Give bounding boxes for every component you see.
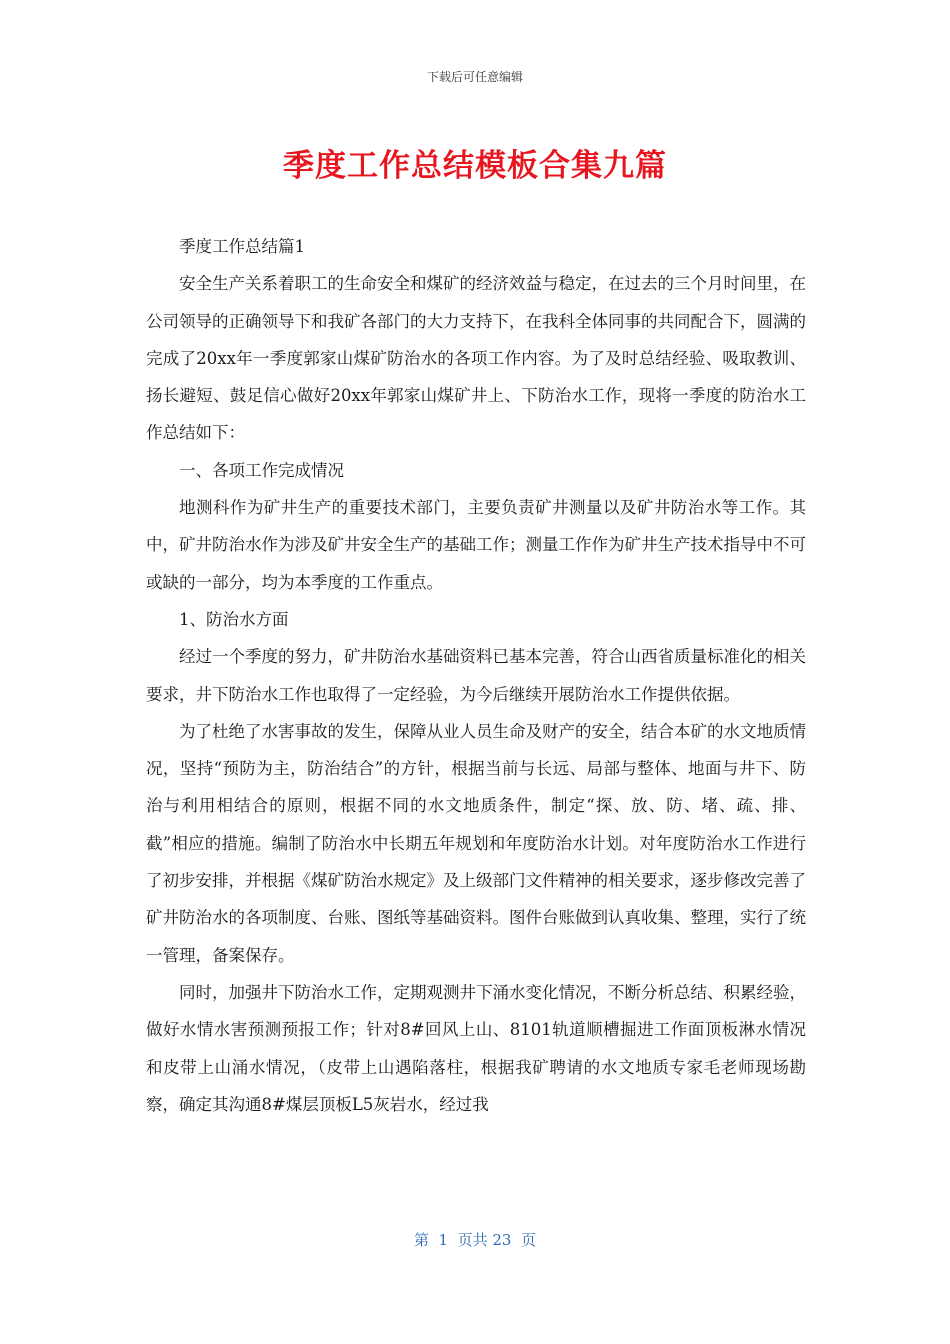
paragraph: 同时，加强井下防治水工作，定期观测井下涌水变化情况，不断分析总结、积累经验，做好水情水害预测预报工作；针对8#回风上山、8101轨道顺槽掘进工作面顶板淋水情况和皮带上山涌水情况，（皮带上山遇陷落柱，根据我矿聘请的水文地质专家毛老师现场勘察，确定其沟通8#煤层顶板L5灰岩水，经过我: [146, 982, 806, 1114]
section-heading: 1、防治水方面: [179, 609, 289, 629]
paragraph: 安全生产关系着职工的生命安全和煤矿的经济效益与稳定，在过去的三个月时间里，在公司领导的正确领导下和我矿各部门的大力支持下，在我科全体同事的共同配合下，圆满的完成了20xx年一季度郭家山煤矿防治水的各项工作内容。为了及时总结经验、吸取教训、扬长避短、鼓足信心做好20xx年郭家山煤矿井上、下防治水工作，现将一季度的防治水工作总结如下：: [146, 274, 806, 443]
paragraph: 地测科作为矿井生产的重要技术部门，主要负责矿井测量以及矿井防治水等工作。其中，矿井防治水作为涉及矿井安全生产的基础工作；测量工作作为矿井生产技术指导中不可或缺的一部分，均为本季度的工作重点。: [146, 498, 806, 592]
header-note: 下载后可任意编辑: [426, 70, 523, 84]
paragraph: 经过一个季度的努力，矿井防治水基础资料已基本完善，符合山西省质量标准化的相关要求，井下防治水工作也取得了一定经验，为今后继续开展防治水工作提供依据。: [146, 647, 806, 704]
paragraph: 为了杜绝了水害事故的发生，保障从业人员生命及财产的安全，结合本矿的水文地质情况，坚持“预防为主，防治结合”的方针，根据当前与长远、局部与整体、地面与井下、防治与利用相结合的原则，根据不同的水文地质条件，制定“探、放、防、堵、疏、排、截”相应的措施。编制了防治水中长期五年规划和年度防治水计划。对年度防治水工作进行了初步安排，并根据《煤矿防治水规定》及上级部门文件精神的相关要求，逐步修改完善了矿井防治水的各项制度、台账、图纸等基础资料。图件台账做到认真收集、整理，实行了统一管理，备案保存。: [146, 721, 806, 965]
section-heading: 一、各项工作完成情况: [179, 460, 344, 480]
page-number: 第 1 页共 23 页: [413, 1231, 536, 1249]
section-heading: 季度工作总结篇1: [179, 237, 305, 256]
page-title: 季度工作总结模板合集九篇: [283, 148, 667, 184]
document-body: [146, 228, 806, 1123]
